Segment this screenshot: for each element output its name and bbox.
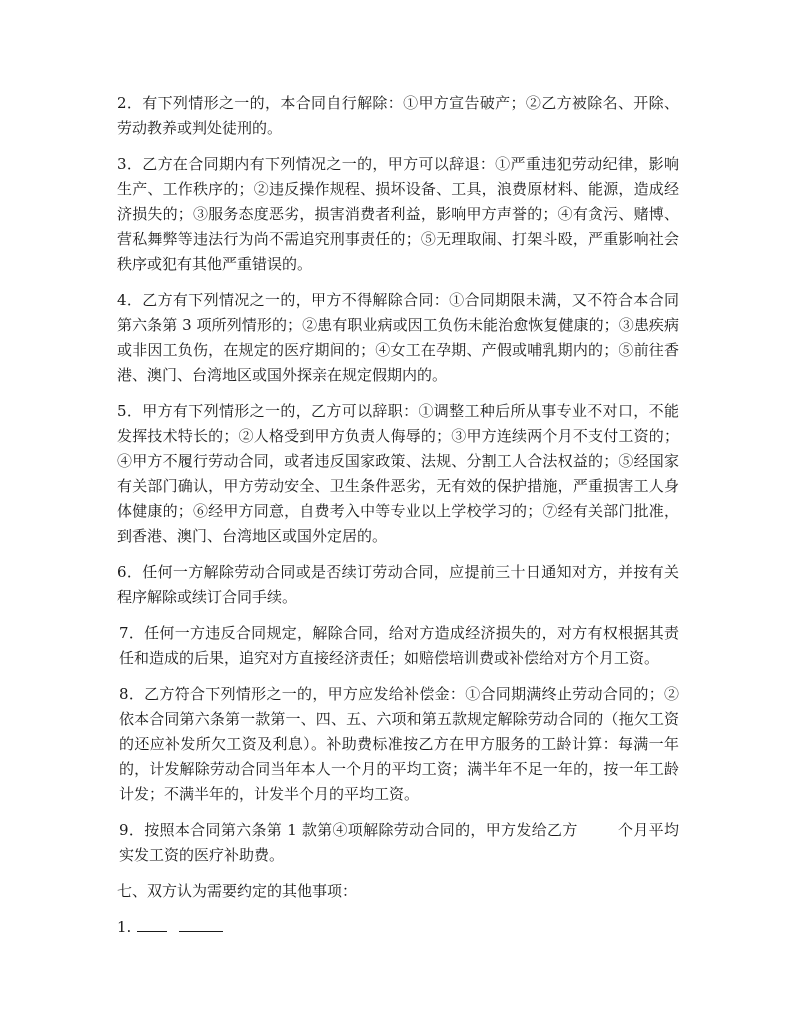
clause-6: 6．任何一方解除劳动合同或是否续订劳动合同，应提前三十日通知对方，并按有关程序解除或续订合同手续。 <box>117 563 679 606</box>
clause-4: 4．乙方有下列情况之一的，甲方不得解除合同：①合同期限未满，又不符合本合同第六条第 3 项所列情形的；②患有职业病或因工负伤未能治愈恢复健康的；③患疾病或非因工负伤，在规定的医疗期间的；④女工在孕期、产假或哺乳期内的；⑤前往香港、澳门、台湾地区或国外探亲在规定假期内的。 <box>117 291 679 384</box>
clause-8: 8．乙方符合下列情形之一的，甲方应发给补偿金：①合同期满终止劳动合同的；②依本合同第六条第一款第一、四、五、六项和第五款规定解除劳动合同的（拖欠工资的还应补发所欠工资及利息）。补助费标准按乙方在甲方服务的工龄计算：每满一年的，计发解除劳动合同当年本人一个月的平均工资；满半年不足一年的，按一年工龄计发；不满半年的，计发半个月的平均工资。 <box>119 685 679 803</box>
item-1-number: 1. <box>117 918 132 936</box>
section-7-item-1 <box>117 915 679 940</box>
clause-3: 3．乙方在合同期内有下列情况之一的，甲方可以辞退：①严重违犯劳动纪律，影响生产、工作秩序的；②违反操作规程、损坏设备、工具，浪费原材料、能源，造成经济损失的；③服务态度恶劣，损害消费者利益，影响甲方声誉的；④有贪污、赌博、营私舞弊等违法行为尚不需追究刑事责任的；⑤无理取闹、打架斗殴，严重影响社会秩序或犯有其他严重错误的。 <box>117 155 679 273</box>
clause-2: 2．有下列情形之一的，本合同自行解除：①甲方宣告破产；②乙方被除名、开除、劳动教养或判处徒刑的。 <box>117 94 679 137</box>
clause-5: 5．甲方有下列情形之一的，乙方可以辞职：①调整工种后所从事专业不对口，不能发挥技术特长的；②人格受到甲方负责人侮辱的；③甲方连续两个月不支付工资的；④甲方不履行劳动合同，或者违反国家政策、法规、分割工人合法权益的；⑤经国家有关部门确认，甲方劳动安全、卫生条件恶劣，无有效的保护措施，严重损害工人身体健康的；⑥经甲方同意，自费考入中等专业以上学校学习的；⑦经有关部门批准，到香港、澳门、台湾地区或国外定居的。 <box>117 402 679 545</box>
section-7-heading: 七、双方认为需要约定的其他事项： <box>117 882 358 900</box>
clause-9-text-b: 个月平均实发工资的医疗补助费。 <box>119 821 679 864</box>
fill-in-blank-1 <box>137 917 167 932</box>
clause-7: 7．任何一方违反合同规定，解除合同，给对方造成经济损失的，对方有权根据其责任和造成的后果，追究对方直接经济责任；如赔偿培训费或补偿给对方个月工资。 <box>119 624 679 667</box>
fill-in-blank-2 <box>179 917 223 932</box>
document-body <box>117 91 679 951</box>
clause-9-text-a: 9．按照本合同第六条第 1 款第④项解除劳动合同的，甲方发给乙方 <box>119 821 578 839</box>
clause-9 <box>117 818 679 868</box>
